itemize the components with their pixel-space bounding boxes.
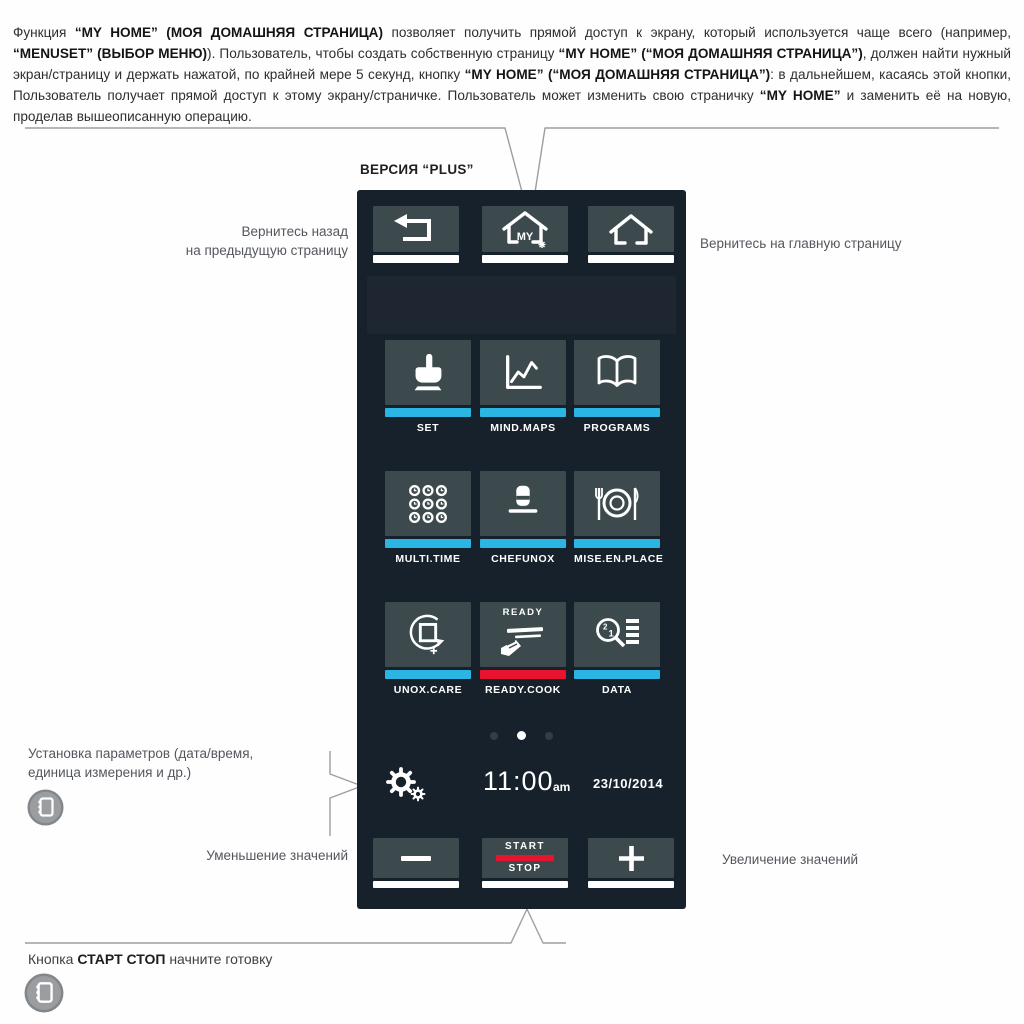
my-home-icon (498, 208, 552, 250)
data-icon-digit-lo: 1 (608, 628, 614, 639)
tile-underline (385, 670, 471, 679)
decrease-button[interactable] (373, 838, 459, 878)
page-dot-active[interactable] (517, 731, 526, 740)
increase-button[interactable] (588, 838, 674, 878)
tile-set[interactable] (385, 340, 471, 436)
tile-label: PROGRAMS (583, 422, 651, 434)
tile-underline (574, 408, 660, 417)
tile-programs[interactable] (574, 340, 660, 436)
page-indicator (357, 731, 686, 740)
tile-label: READY.COOK (484, 684, 561, 696)
mind-maps-icon (500, 350, 546, 396)
decrease-button-underline (373, 881, 459, 888)
annotation-increase: Увеличение значений (722, 852, 859, 867)
annotation-settings (28, 744, 253, 782)
stop-label: STOP (508, 863, 542, 874)
clock-date: 23/10/2014 (593, 776, 664, 791)
tile-label: MIND.MAPS (490, 422, 556, 434)
tile-unox-care[interactable] (385, 602, 471, 698)
set-icon (405, 350, 451, 396)
tile-underline (480, 670, 566, 679)
page-dot[interactable] (490, 732, 498, 740)
callout-line-bottom (25, 909, 566, 943)
home-button-underline (588, 255, 674, 263)
tile-underline (574, 670, 660, 679)
my-home-button-underline (482, 255, 568, 263)
plus-icon (618, 845, 645, 872)
tile-mise-en-place[interactable] (574, 471, 664, 567)
my-home-button[interactable] (482, 206, 568, 252)
clock-meridiem: am (553, 780, 571, 794)
programs-icon (593, 350, 641, 396)
start-label: START (504, 841, 546, 852)
tile-underline (385, 539, 471, 548)
back-button[interactable] (373, 206, 459, 252)
tile-data[interactable] (574, 602, 660, 698)
annotation-back-line2: на предыдущую страницу (185, 243, 348, 258)
clock-time: 11:00 (483, 766, 554, 796)
ready-cook-icon-word: READY (502, 607, 544, 618)
tile-label: MULTI.TIME (395, 553, 461, 565)
manual-booklet-icon (24, 973, 64, 1013)
data-icon-digit-hi: 2 (603, 622, 608, 631)
tile-multi-time[interactable] (385, 471, 471, 567)
version-label: ВЕРСИЯ “PLUS” (360, 162, 474, 177)
annotation-settings-line2: единица измерения и др.) (28, 765, 192, 780)
chefunox-icon (500, 481, 546, 527)
manual-booklet-icon (27, 789, 64, 826)
tile-label: CHEFUNOX (491, 553, 555, 565)
ready-cook-icon (497, 626, 549, 660)
my-home-icon-label: MY (516, 231, 534, 243)
increase-button-underline (588, 881, 674, 888)
annotation-home: Вернитесь на главную страницу (700, 236, 902, 251)
tile-label: DATA (601, 684, 632, 696)
tile-label: SET (416, 422, 440, 434)
multi-time-icon (405, 481, 451, 527)
start-stop-red-bar (496, 855, 554, 861)
tile-mind-maps[interactable] (480, 340, 566, 436)
back-button-underline (373, 255, 459, 263)
data-icon (593, 615, 641, 655)
tile-ready-cook[interactable] (480, 602, 566, 698)
tile-underline (480, 408, 566, 417)
annotation-decrease: Уменьшение значений (206, 848, 348, 863)
page-dot[interactable] (545, 732, 553, 740)
home-button[interactable] (588, 206, 674, 252)
unox-care-icon (405, 612, 451, 658)
screen-faint-area (367, 276, 676, 334)
minus-icon (401, 856, 431, 861)
tile-underline (385, 408, 471, 417)
home-icon (608, 212, 654, 246)
tile-label: MISE.EN.PLACE (574, 553, 664, 565)
intro-paragraph: Функция “MY HOME” (МОЯ ДОМАШНЯЯ СТРАНИЦА) позволяет получить прямой доступ к экрану, который используется чаще всего (например, “MENUSET” (ВЫБОР МЕНЮ)). Пользователь, чтобы создать собственную страницу “MY HOME” (“МОЯ ДОМАШНЯЯ СТРАНИЦА”), должен найти нужный экран/страницу и держать нажатой, по крайней мере 5 секунд, кнопку “MY HOME” (“МОЯ ДОМАШНЯЯ СТРАНИЦА”): в дальнейшем, касаясь этой кнопки, Пользователь получает прямой доступ к этому экрану/страничке. Пользователь может изменить свою страничку “MY HOME” и заменить её на новую, проделав вышеописанную операцию. (13, 24, 1012, 124)
annotation-back (120, 222, 348, 260)
back-arrow-icon (393, 213, 439, 245)
tile-underline (574, 539, 660, 548)
tile-label: UNOX.CARE (393, 684, 463, 696)
start-stop-button-underline (482, 881, 568, 888)
tile-chefunox[interactable] (480, 471, 566, 567)
control-panel (357, 190, 686, 909)
tile-underline (480, 539, 566, 548)
mise-en-place-icon (593, 483, 641, 525)
start-stop-button[interactable] (482, 838, 568, 878)
footer-caption: Кнопка СТАРТ СТОП начните готовку (28, 951, 273, 967)
settings-gear-icon[interactable] (385, 766, 427, 802)
annotation-settings-line1: Установка параметров (дата/время, (28, 746, 254, 761)
annotation-back-line1: Вернитесь назад (241, 224, 348, 239)
